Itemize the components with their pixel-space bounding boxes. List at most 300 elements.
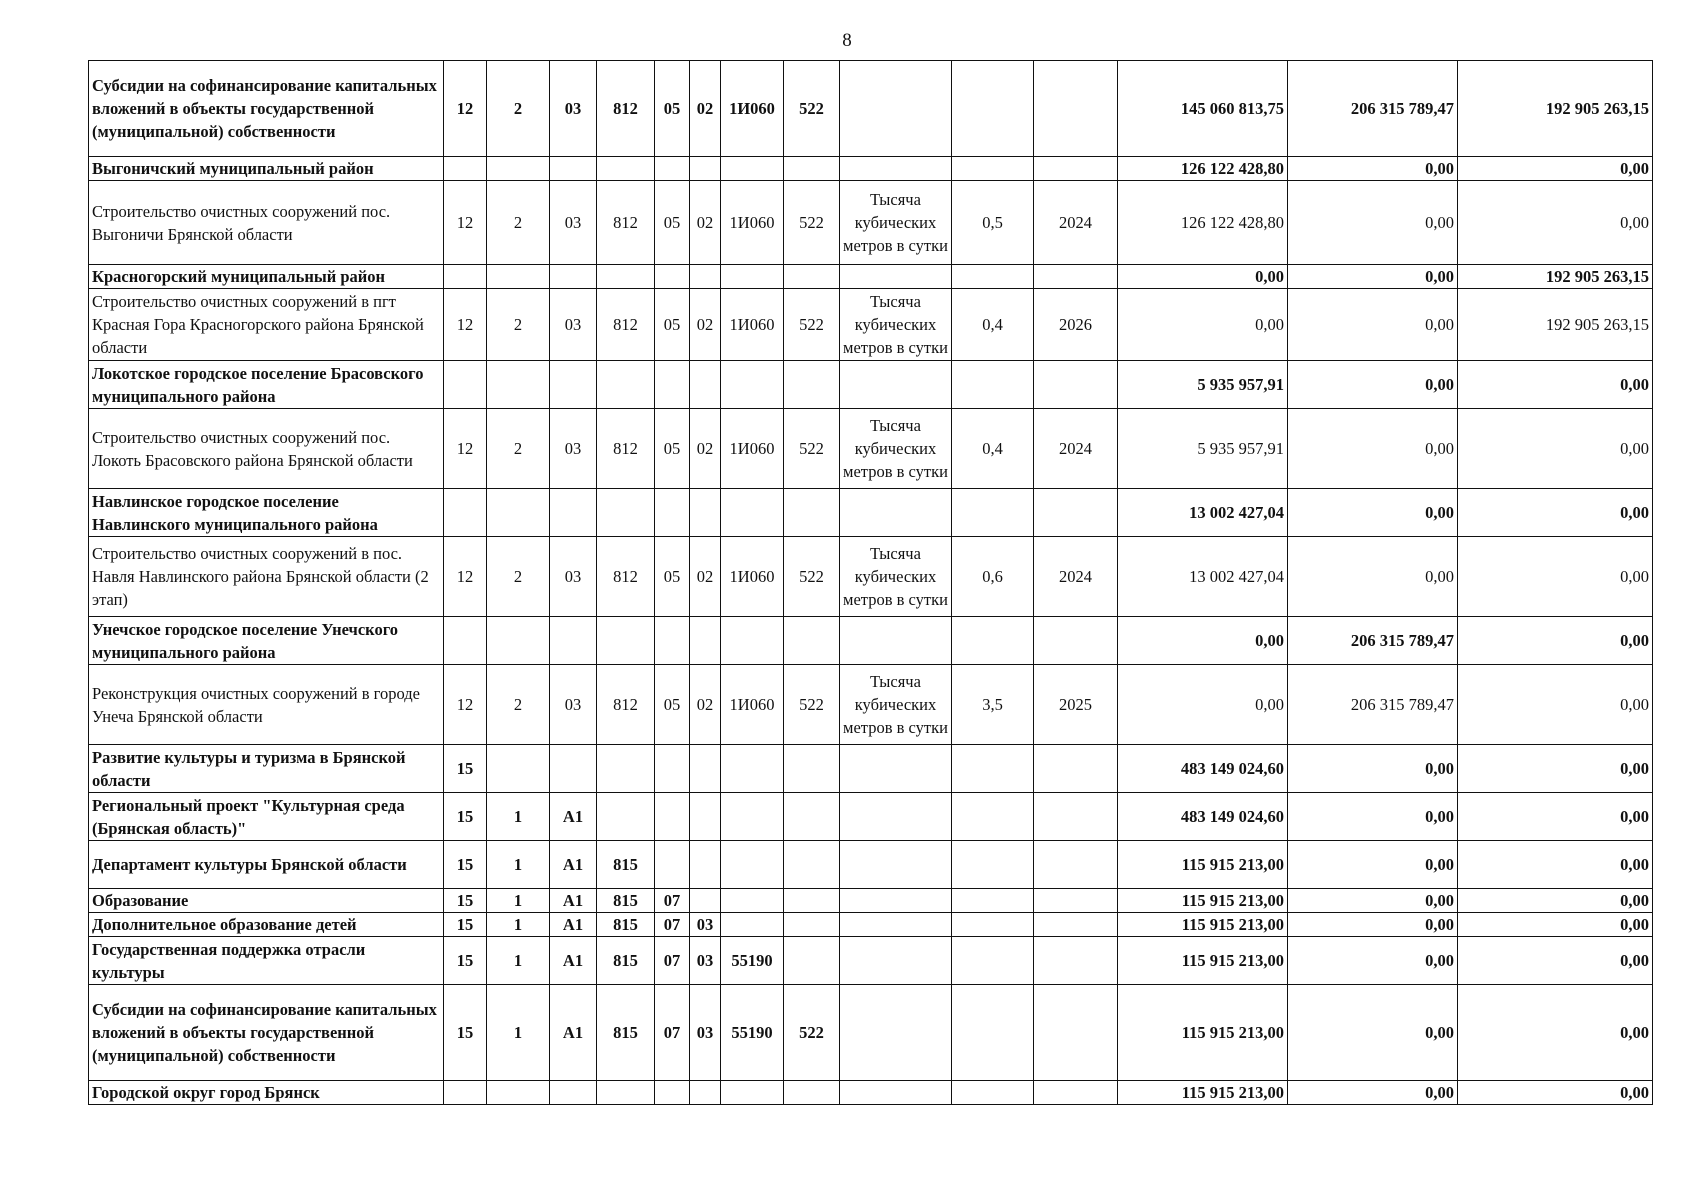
table-row xyxy=(89,745,1653,793)
table-row xyxy=(89,889,1653,913)
cell-unit: Тысяча кубических метров в сутки xyxy=(840,537,952,617)
cell-amount-1: 5 935 957,91 xyxy=(1118,361,1288,409)
table-row xyxy=(89,841,1653,889)
cell-code-project: А1 xyxy=(550,913,597,937)
cell-capacity: 0,6 xyxy=(952,537,1034,617)
cell-code-section: 05 xyxy=(655,537,690,617)
cell-code-department xyxy=(597,617,655,665)
cell-code-department: 812 xyxy=(597,537,655,617)
table-row xyxy=(89,1081,1653,1105)
cell-code-program: 12 xyxy=(444,409,487,489)
cell-code-section xyxy=(655,617,690,665)
cell-capacity xyxy=(952,361,1034,409)
cell-code-subsection: 02 xyxy=(690,289,721,361)
cell-year: 2024 xyxy=(1034,409,1118,489)
cell-unit xyxy=(840,913,952,937)
cell-code-project xyxy=(550,157,597,181)
cell-code-department: 815 xyxy=(597,985,655,1081)
cell-code-project xyxy=(550,617,597,665)
cell-code-section: 05 xyxy=(655,289,690,361)
cell-code-project xyxy=(550,745,597,793)
cell-code-subprogram: 1 xyxy=(487,889,550,913)
cell-amount-2: 206 315 789,47 xyxy=(1288,617,1458,665)
cell-code-direction xyxy=(721,489,784,537)
cell-code-section xyxy=(655,361,690,409)
cell-code-program: 15 xyxy=(444,889,487,913)
cell-amount-3: 192 905 263,15 xyxy=(1458,265,1653,289)
cell-amount-1: 483 149 024,60 xyxy=(1118,793,1288,841)
cell-amount-3: 0,00 xyxy=(1458,793,1653,841)
table-row xyxy=(89,361,1653,409)
cell-code-direction xyxy=(721,617,784,665)
cell-unit xyxy=(840,889,952,913)
cell-amount-3: 0,00 xyxy=(1458,665,1653,745)
cell-amount-2: 0,00 xyxy=(1288,265,1458,289)
cell-code-expense-type xyxy=(784,913,840,937)
cell-code-section: 05 xyxy=(655,409,690,489)
cell-year xyxy=(1034,157,1118,181)
cell-year: 2024 xyxy=(1034,537,1118,617)
cell-code-expense-type xyxy=(784,361,840,409)
cell-unit xyxy=(840,793,952,841)
cell-code-subsection: 02 xyxy=(690,665,721,745)
cell-name: Строительство очистных сооружений пос. Выгоничи Брянской области xyxy=(89,181,444,265)
cell-capacity xyxy=(952,913,1034,937)
cell-year: 2026 xyxy=(1034,289,1118,361)
cell-code-subprogram xyxy=(487,1081,550,1105)
cell-code-project: А1 xyxy=(550,889,597,913)
cell-year xyxy=(1034,61,1118,157)
page-number: 8 xyxy=(842,30,852,51)
cell-code-program: 12 xyxy=(444,665,487,745)
cell-capacity: 0,4 xyxy=(952,409,1034,489)
cell-code-direction xyxy=(721,745,784,793)
cell-unit xyxy=(840,265,952,289)
cell-code-expense-type: 522 xyxy=(784,665,840,745)
cell-amount-1: 115 915 213,00 xyxy=(1118,913,1288,937)
cell-code-expense-type: 522 xyxy=(784,61,840,157)
cell-code-expense-type xyxy=(784,157,840,181)
cell-name: Субсидии на софинансирование капитальных вложений в объекты государственной (муниципальной) собственности xyxy=(89,61,444,157)
cell-code-direction: 1И060 xyxy=(721,665,784,745)
cell-capacity: 0,4 xyxy=(952,289,1034,361)
cell-code-expense-type xyxy=(784,489,840,537)
cell-code-department: 815 xyxy=(597,889,655,913)
cell-code-program xyxy=(444,265,487,289)
cell-code-section: 07 xyxy=(655,889,690,913)
cell-code-section xyxy=(655,265,690,289)
cell-code-project: 03 xyxy=(550,665,597,745)
cell-code-subprogram: 1 xyxy=(487,793,550,841)
cell-code-direction xyxy=(721,1081,784,1105)
cell-year xyxy=(1034,361,1118,409)
cell-code-program: 15 xyxy=(444,841,487,889)
cell-name: Локотское городское поселение Брасовского муниципального района xyxy=(89,361,444,409)
cell-code-direction xyxy=(721,793,784,841)
table-row xyxy=(89,913,1653,937)
cell-code-direction xyxy=(721,913,784,937)
cell-code-project: 03 xyxy=(550,61,597,157)
cell-amount-1: 5 935 957,91 xyxy=(1118,409,1288,489)
cell-unit xyxy=(840,61,952,157)
cell-unit: Тысяча кубических метров в сутки xyxy=(840,289,952,361)
cell-code-department: 812 xyxy=(597,665,655,745)
cell-code-section: 05 xyxy=(655,181,690,265)
cell-code-project: 03 xyxy=(550,181,597,265)
cell-code-project: 03 xyxy=(550,537,597,617)
cell-name: Выгоничский муниципальный район xyxy=(89,157,444,181)
cell-code-project xyxy=(550,1081,597,1105)
cell-name: Образование xyxy=(89,889,444,913)
cell-code-subprogram: 2 xyxy=(487,537,550,617)
cell-amount-1: 145 060 813,75 xyxy=(1118,61,1288,157)
cell-amount-3: 192 905 263,15 xyxy=(1458,61,1653,157)
cell-code-direction xyxy=(721,361,784,409)
cell-code-department: 815 xyxy=(597,841,655,889)
cell-code-section: 07 xyxy=(655,937,690,985)
cell-amount-1: 0,00 xyxy=(1118,289,1288,361)
cell-amount-1: 126 122 428,80 xyxy=(1118,181,1288,265)
table-row xyxy=(89,61,1653,157)
cell-code-subsection: 02 xyxy=(690,61,721,157)
table-row xyxy=(89,265,1653,289)
table-row xyxy=(89,157,1653,181)
cell-code-department xyxy=(597,793,655,841)
cell-year xyxy=(1034,489,1118,537)
cell-code-program: 12 xyxy=(444,61,487,157)
cell-amount-3: 0,00 xyxy=(1458,409,1653,489)
table-body xyxy=(89,61,1653,1105)
cell-code-subprogram xyxy=(487,157,550,181)
cell-name: Региональный проект "Культурная среда (Брянская область)" xyxy=(89,793,444,841)
cell-code-direction: 1И060 xyxy=(721,289,784,361)
cell-code-expense-type xyxy=(784,793,840,841)
cell-name: Навлинское городское поселение Навлинского муниципального района xyxy=(89,489,444,537)
cell-code-direction xyxy=(721,889,784,913)
cell-amount-3: 0,00 xyxy=(1458,889,1653,913)
cell-code-direction xyxy=(721,841,784,889)
cell-code-expense-type xyxy=(784,617,840,665)
cell-code-program: 15 xyxy=(444,793,487,841)
cell-code-expense-type xyxy=(784,265,840,289)
cell-code-direction xyxy=(721,157,784,181)
cell-code-program: 15 xyxy=(444,937,487,985)
cell-year xyxy=(1034,985,1118,1081)
cell-code-subprogram xyxy=(487,361,550,409)
cell-amount-3: 192 905 263,15 xyxy=(1458,289,1653,361)
cell-capacity xyxy=(952,985,1034,1081)
cell-amount-1: 0,00 xyxy=(1118,665,1288,745)
cell-code-expense-type: 522 xyxy=(784,537,840,617)
cell-code-subsection: 02 xyxy=(690,537,721,617)
cell-code-project xyxy=(550,489,597,537)
cell-code-section: 07 xyxy=(655,985,690,1081)
cell-amount-2: 0,00 xyxy=(1288,409,1458,489)
cell-code-subsection xyxy=(690,1081,721,1105)
cell-amount-2: 0,00 xyxy=(1288,1081,1458,1105)
table-row xyxy=(89,489,1653,537)
cell-unit xyxy=(840,841,952,889)
cell-code-section xyxy=(655,1081,690,1105)
cell-amount-2: 0,00 xyxy=(1288,889,1458,913)
cell-unit xyxy=(840,985,952,1081)
cell-unit xyxy=(840,617,952,665)
cell-amount-1: 115 915 213,00 xyxy=(1118,985,1288,1081)
cell-capacity xyxy=(952,61,1034,157)
table-row xyxy=(89,985,1653,1081)
cell-code-subprogram: 2 xyxy=(487,409,550,489)
cell-amount-3: 0,00 xyxy=(1458,913,1653,937)
cell-year xyxy=(1034,841,1118,889)
cell-amount-1: 115 915 213,00 xyxy=(1118,937,1288,985)
cell-code-project xyxy=(550,361,597,409)
cell-code-direction: 1И060 xyxy=(721,409,784,489)
cell-name: Государственная поддержка отрасли культуры xyxy=(89,937,444,985)
table-row xyxy=(89,937,1653,985)
cell-amount-2: 0,00 xyxy=(1288,361,1458,409)
cell-code-department xyxy=(597,489,655,537)
cell-name: Строительство очистных сооружений пос. Локоть Брасовского района Брянской области xyxy=(89,409,444,489)
cell-year: 2024 xyxy=(1034,181,1118,265)
cell-code-subsection xyxy=(690,489,721,537)
cell-amount-3: 0,00 xyxy=(1458,841,1653,889)
cell-code-expense-type xyxy=(784,1081,840,1105)
cell-year: 2025 xyxy=(1034,665,1118,745)
cell-capacity xyxy=(952,841,1034,889)
cell-amount-2: 0,00 xyxy=(1288,537,1458,617)
table-row xyxy=(89,793,1653,841)
cell-code-subprogram xyxy=(487,617,550,665)
cell-capacity xyxy=(952,937,1034,985)
table-row xyxy=(89,409,1653,489)
cell-code-department: 812 xyxy=(597,61,655,157)
cell-unit xyxy=(840,1081,952,1105)
cell-amount-3: 0,00 xyxy=(1458,745,1653,793)
cell-amount-2: 0,00 xyxy=(1288,793,1458,841)
cell-capacity xyxy=(952,889,1034,913)
cell-unit: Тысяча кубических метров в сутки xyxy=(840,181,952,265)
cell-code-direction: 55190 xyxy=(721,985,784,1081)
cell-code-expense-type xyxy=(784,745,840,793)
cell-code-subsection xyxy=(690,265,721,289)
cell-code-subprogram: 1 xyxy=(487,841,550,889)
cell-unit xyxy=(840,745,952,793)
cell-code-direction: 55190 xyxy=(721,937,784,985)
cell-year xyxy=(1034,937,1118,985)
cell-code-expense-type: 522 xyxy=(784,289,840,361)
cell-year xyxy=(1034,793,1118,841)
cell-code-direction: 1И060 xyxy=(721,537,784,617)
cell-code-section: 07 xyxy=(655,913,690,937)
cell-code-direction xyxy=(721,265,784,289)
cell-code-project xyxy=(550,265,597,289)
cell-amount-2: 0,00 xyxy=(1288,289,1458,361)
cell-code-subprogram: 2 xyxy=(487,61,550,157)
cell-code-expense-type xyxy=(784,937,840,985)
table-row xyxy=(89,665,1653,745)
cell-code-department xyxy=(597,745,655,793)
cell-code-section xyxy=(655,489,690,537)
cell-name: Реконструкция очистных сооружений в городе Унеча Брянской области xyxy=(89,665,444,745)
cell-code-section: 05 xyxy=(655,61,690,157)
cell-name: Дополнительное образование детей xyxy=(89,913,444,937)
cell-code-department xyxy=(597,361,655,409)
cell-code-subprogram: 1 xyxy=(487,985,550,1081)
cell-code-project: А1 xyxy=(550,937,597,985)
cell-code-program: 12 xyxy=(444,181,487,265)
cell-year xyxy=(1034,913,1118,937)
cell-amount-1: 115 915 213,00 xyxy=(1118,841,1288,889)
cell-code-section xyxy=(655,157,690,181)
cell-amount-2: 0,00 xyxy=(1288,985,1458,1081)
cell-year xyxy=(1034,265,1118,289)
cell-code-subprogram: 2 xyxy=(487,665,550,745)
cell-unit xyxy=(840,361,952,409)
cell-code-subsection: 02 xyxy=(690,181,721,265)
cell-code-project: 03 xyxy=(550,289,597,361)
cell-name: Унечское городское поселение Унечского муниципального района xyxy=(89,617,444,665)
cell-code-program: 15 xyxy=(444,913,487,937)
cell-name: Развитие культуры и туризма в Брянской области xyxy=(89,745,444,793)
cell-code-project: А1 xyxy=(550,841,597,889)
cell-name: Департамент культуры Брянской области xyxy=(89,841,444,889)
cell-unit xyxy=(840,157,952,181)
cell-amount-3: 0,00 xyxy=(1458,157,1653,181)
cell-code-program xyxy=(444,1081,487,1105)
cell-code-section xyxy=(655,745,690,793)
cell-amount-2: 0,00 xyxy=(1288,745,1458,793)
cell-code-program: 12 xyxy=(444,289,487,361)
cell-amount-2: 206 315 789,47 xyxy=(1288,61,1458,157)
table-row xyxy=(89,537,1653,617)
cell-amount-3: 0,00 xyxy=(1458,1081,1653,1105)
cell-amount-2: 0,00 xyxy=(1288,157,1458,181)
cell-code-subsection xyxy=(690,361,721,409)
budget-table xyxy=(88,60,1653,1105)
cell-code-department: 812 xyxy=(597,289,655,361)
cell-amount-3: 0,00 xyxy=(1458,361,1653,409)
cell-amount-2: 0,00 xyxy=(1288,489,1458,537)
cell-amount-2: 0,00 xyxy=(1288,181,1458,265)
cell-amount-1: 483 149 024,60 xyxy=(1118,745,1288,793)
cell-code-subsection xyxy=(690,841,721,889)
cell-code-project: 03 xyxy=(550,409,597,489)
cell-code-department xyxy=(597,157,655,181)
cell-code-subprogram: 1 xyxy=(487,913,550,937)
cell-code-direction: 1И060 xyxy=(721,181,784,265)
cell-code-department: 812 xyxy=(597,181,655,265)
cell-code-expense-type: 522 xyxy=(784,985,840,1081)
cell-code-subsection xyxy=(690,793,721,841)
cell-capacity xyxy=(952,745,1034,793)
cell-code-expense-type xyxy=(784,841,840,889)
cell-code-department xyxy=(597,1081,655,1105)
cell-amount-3: 0,00 xyxy=(1458,489,1653,537)
cell-code-subsection xyxy=(690,745,721,793)
cell-code-department xyxy=(597,265,655,289)
cell-amount-1: 0,00 xyxy=(1118,617,1288,665)
cell-amount-1: 0,00 xyxy=(1118,265,1288,289)
cell-code-department: 815 xyxy=(597,937,655,985)
cell-code-program: 15 xyxy=(444,985,487,1081)
cell-code-program: 15 xyxy=(444,745,487,793)
cell-year xyxy=(1034,889,1118,913)
cell-code-section xyxy=(655,841,690,889)
cell-code-subprogram xyxy=(487,489,550,537)
cell-code-subsection xyxy=(690,157,721,181)
cell-amount-1: 13 002 427,04 xyxy=(1118,489,1288,537)
cell-capacity xyxy=(952,489,1034,537)
cell-unit: Тысяча кубических метров в сутки xyxy=(840,665,952,745)
cell-amount-2: 0,00 xyxy=(1288,841,1458,889)
cell-code-subsection: 02 xyxy=(690,409,721,489)
cell-code-subprogram xyxy=(487,265,550,289)
cell-code-program: 12 xyxy=(444,537,487,617)
cell-code-subsection xyxy=(690,889,721,913)
cell-name: Городской округ город Брянск xyxy=(89,1081,444,1105)
cell-amount-1: 13 002 427,04 xyxy=(1118,537,1288,617)
cell-capacity: 0,5 xyxy=(952,181,1034,265)
cell-amount-1: 115 915 213,00 xyxy=(1118,1081,1288,1105)
cell-amount-3: 0,00 xyxy=(1458,937,1653,985)
cell-code-program xyxy=(444,157,487,181)
cell-code-subprogram: 2 xyxy=(487,181,550,265)
cell-code-subsection: 03 xyxy=(690,985,721,1081)
cell-capacity: 3,5 xyxy=(952,665,1034,745)
cell-name: Субсидии на софинансирование капитальных вложений в объекты государственной (муниципальной) собственности xyxy=(89,985,444,1081)
cell-code-subprogram: 1 xyxy=(487,937,550,985)
cell-capacity xyxy=(952,793,1034,841)
cell-year xyxy=(1034,745,1118,793)
cell-code-subsection xyxy=(690,617,721,665)
cell-amount-1: 126 122 428,80 xyxy=(1118,157,1288,181)
cell-code-subprogram xyxy=(487,745,550,793)
cell-code-subprogram: 2 xyxy=(487,289,550,361)
cell-unit: Тысяча кубических метров в сутки xyxy=(840,409,952,489)
cell-code-section: 05 xyxy=(655,665,690,745)
table-row xyxy=(89,617,1653,665)
cell-year xyxy=(1034,1081,1118,1105)
cell-unit xyxy=(840,937,952,985)
cell-code-expense-type: 522 xyxy=(784,181,840,265)
cell-capacity xyxy=(952,1081,1034,1105)
cell-year xyxy=(1034,617,1118,665)
table-row xyxy=(89,289,1653,361)
cell-code-department: 812 xyxy=(597,409,655,489)
cell-code-program xyxy=(444,361,487,409)
cell-name: Строительство очистных сооружений в пгт Красная Гора Красногорского района Брянской области xyxy=(89,289,444,361)
cell-code-project: А1 xyxy=(550,793,597,841)
cell-amount-3: 0,00 xyxy=(1458,181,1653,265)
cell-code-section xyxy=(655,793,690,841)
cell-amount-2: 206 315 789,47 xyxy=(1288,665,1458,745)
cell-capacity xyxy=(952,157,1034,181)
cell-amount-2: 0,00 xyxy=(1288,913,1458,937)
cell-amount-3: 0,00 xyxy=(1458,537,1653,617)
cell-capacity xyxy=(952,265,1034,289)
cell-amount-3: 0,00 xyxy=(1458,617,1653,665)
cell-code-expense-type: 522 xyxy=(784,409,840,489)
cell-code-expense-type xyxy=(784,889,840,913)
cell-capacity xyxy=(952,617,1034,665)
cell-amount-1: 115 915 213,00 xyxy=(1118,889,1288,913)
cell-amount-2: 0,00 xyxy=(1288,937,1458,985)
cell-code-department: 815 xyxy=(597,913,655,937)
cell-name: Красногорский муниципальный район xyxy=(89,265,444,289)
cell-code-direction: 1И060 xyxy=(721,61,784,157)
cell-amount-3: 0,00 xyxy=(1458,985,1653,1081)
cell-name: Строительство очистных сооружений в пос. Навля Навлинского района Брянской области (2 этап) xyxy=(89,537,444,617)
